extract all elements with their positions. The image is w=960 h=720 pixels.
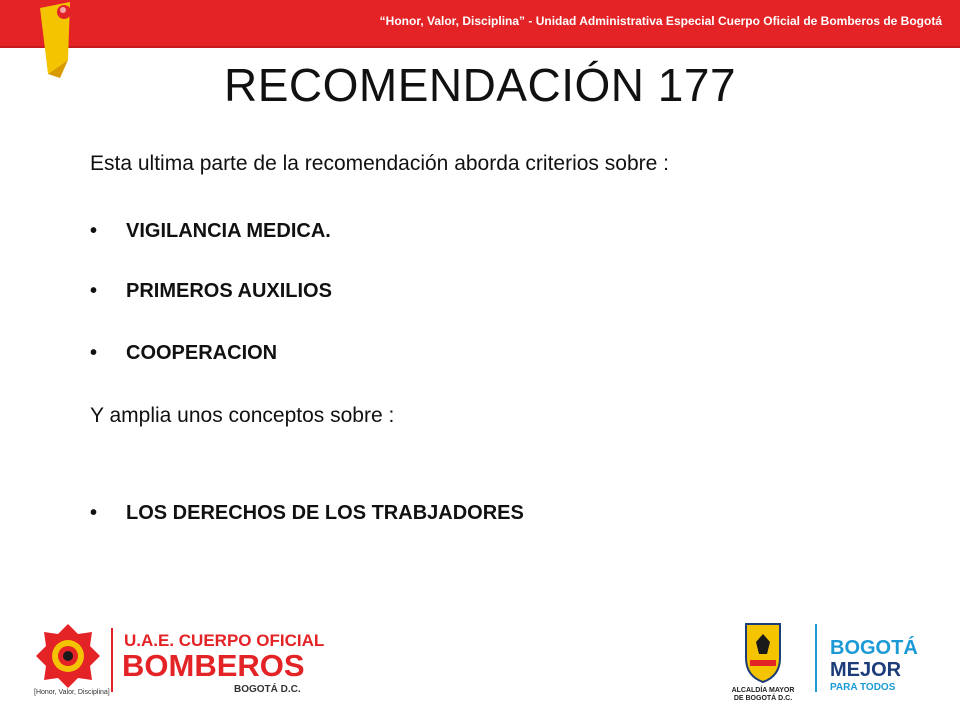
mejor-word: MEJOR — [830, 659, 902, 681]
list-item — [90, 280, 332, 303]
second-intro-text: Y amplia unos conceptos sobre : — [90, 404, 395, 427]
bogota-logos — [732, 620, 942, 700]
alcaldia-line2: DE BOGOTÁ D.C. — [733, 695, 793, 700]
bullet-icon: • — [90, 342, 98, 364]
alcaldia-line1: ALCALDÍA MAYOR — [732, 687, 795, 694]
alcaldia-shield-icon — [746, 624, 780, 682]
bullet-icon: • — [90, 280, 98, 302]
bomberos-motto: [Honor, Valor, Disciplina] — [34, 689, 110, 696]
page-title: RECOMENDACIÓN 177 — [223, 59, 737, 111]
bomberos-emblem-icon — [36, 624, 100, 688]
list-item — [90, 502, 524, 525]
bullet-icon: • — [90, 220, 98, 242]
bomberos-line2: BOMBEROS — [122, 648, 305, 683]
header-band — [0, 0, 960, 48]
bomberos-line1: U.A.E. CUERPO OFICIAL — [124, 631, 325, 650]
intro-text: Esta ultima parte de la recomendación aborda criterios sobre : — [90, 152, 669, 175]
bullet-label: VIGILANCIA MEDICA. — [126, 220, 331, 242]
list-item — [90, 342, 277, 365]
bomberos-line3: BOGOTÁ D.C. — [234, 684, 301, 695]
bomberos-logo — [34, 620, 334, 700]
header-motto: “Honor, Valor, Disciplina” - Unidad Administrativa Especial Cuerpo Oficial de Bomberos de Bogotá — [379, 14, 942, 28]
bullet-label: PRIMEROS AUXILIOS — [126, 280, 332, 302]
bullet-icon: • — [90, 502, 98, 524]
bullet-label: LOS DERECHOS DE LOS TRABJADORES — [126, 502, 524, 524]
list-item — [90, 220, 331, 243]
bogota-word: BOGOTÁ — [830, 637, 918, 659]
para-todos-word: PARA TODOS — [830, 682, 896, 693]
bullet-label: COOPERACION — [126, 342, 278, 364]
